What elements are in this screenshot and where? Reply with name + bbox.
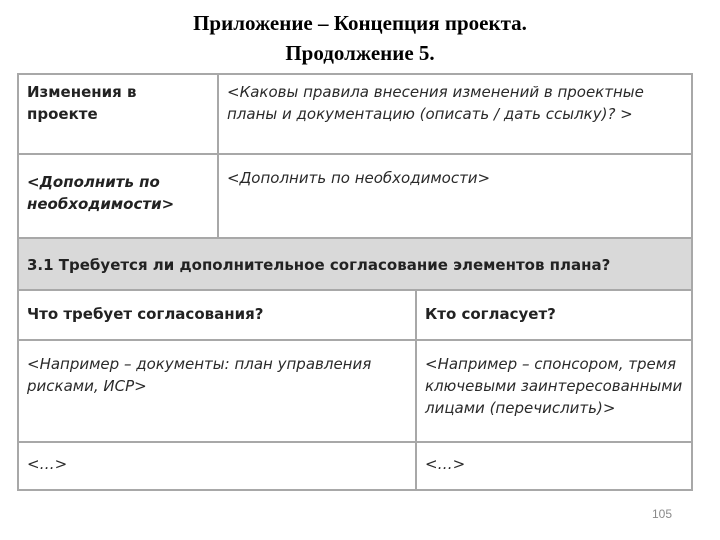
table-row-cell: <Например – документы: план управления рисками, ИСР> [27, 355, 372, 395]
row-value-changes: <Каковы правила внесения изменений в проектные планы и документацию (описать / дать ссылку)? > [227, 83, 644, 123]
slide-title [0, 8, 720, 68]
section-header: 3.1 Требуется ли дополнительное согласование элементов плана? [19, 239, 691, 289]
column-header-what: Что требует согласования? [27, 305, 264, 323]
column-divider [415, 291, 417, 489]
row-label-add: <Дополнить по необходимости> [27, 173, 175, 213]
slide-title-line-1: Приложение – Концепция проекта. [193, 11, 527, 35]
slide-title-line-2: Продолжение 5. [285, 41, 435, 65]
column-divider [217, 75, 219, 237]
column-header-who: Кто согласует? [425, 305, 556, 323]
row-value-add: <Дополнить по необходимости> [227, 169, 491, 187]
table-row-cell: <…> [27, 455, 68, 473]
row-label-changes: Изменения в проекте [27, 83, 137, 123]
project-concept-table [17, 73, 693, 491]
table-row-cell: <…> [425, 455, 466, 473]
page-number: 105 [652, 507, 673, 521]
table-row-cell: <Например – спонсором, тремя ключевыми заинтересованными лицами (перечислить)> [425, 355, 683, 417]
